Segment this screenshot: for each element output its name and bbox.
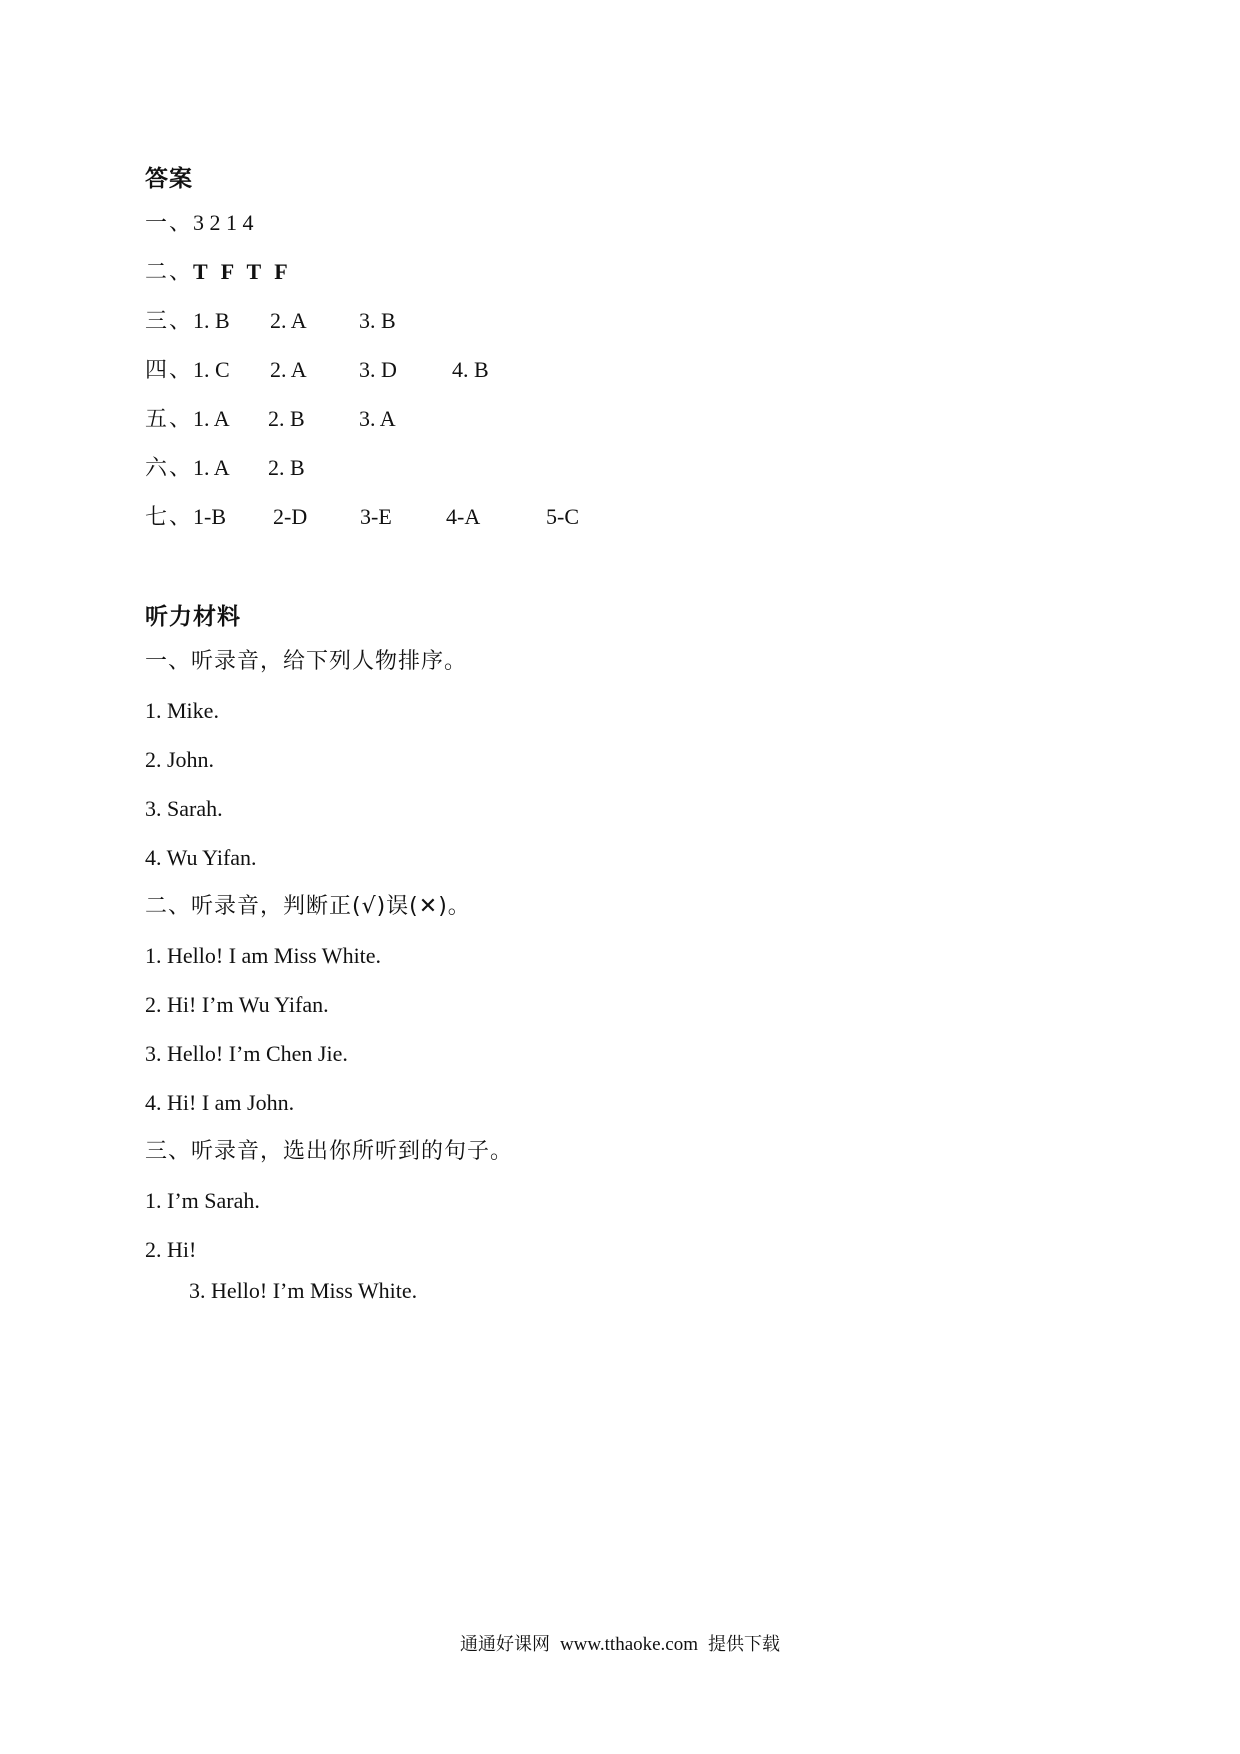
answer-row-prefix: 一、 bbox=[145, 211, 194, 236]
answer-row-prefix: 二、 bbox=[145, 260, 194, 285]
answer-row-text: 3 2 1 4 bbox=[193, 210, 254, 235]
listening-line: 1. Hello! I am Miss White. bbox=[145, 943, 382, 968]
answer-item: 1. A bbox=[193, 455, 230, 480]
answer-item: 1. C bbox=[193, 357, 230, 382]
answer-item: 3-E bbox=[360, 504, 392, 529]
answer-item: 3. A bbox=[359, 406, 396, 431]
page-footer bbox=[0, 1630, 1240, 1656]
listening-line: 4. Wu Yifan. bbox=[145, 845, 257, 870]
answer-row-6 bbox=[145, 457, 305, 480]
answer-row-prefix: 六、 bbox=[145, 456, 194, 481]
answer-item: 1. B bbox=[193, 308, 230, 333]
answer-item: 4-A bbox=[446, 504, 481, 529]
answer-row-1 bbox=[145, 212, 254, 235]
listening-line: 3. Sarah. bbox=[145, 796, 223, 821]
listening-line: 1. I’m Sarah. bbox=[145, 1188, 260, 1213]
answer-item: 4. B bbox=[452, 357, 489, 382]
answer-item: 1-B bbox=[193, 504, 227, 529]
listening-title: 听力材料 bbox=[145, 604, 241, 630]
answer-row-prefix: 七、 bbox=[145, 505, 194, 530]
answer-row-7 bbox=[145, 506, 579, 529]
answer-row-prefix: 三、 bbox=[145, 309, 194, 334]
answer-row-3 bbox=[145, 310, 396, 333]
answer-item: 2. A bbox=[270, 357, 307, 382]
listening-line: 4. Hi! I am John. bbox=[145, 1090, 295, 1115]
answer-row-4 bbox=[145, 359, 489, 382]
answer-row-prefix: 四、 bbox=[145, 358, 194, 383]
answer-item: 1. A bbox=[193, 406, 230, 431]
answer-item: 2. A bbox=[270, 308, 307, 333]
answer-row-2 bbox=[145, 261, 292, 284]
listening-line: 2. Hi! I’m Wu Yifan. bbox=[145, 992, 329, 1017]
listening-line: 1. Mike. bbox=[145, 698, 219, 723]
answer-row-5 bbox=[145, 408, 396, 431]
listening-section-heading: 二、听录音，判断正(√)误(✕)。 bbox=[145, 894, 471, 919]
footer-site-name: 通通好课网 bbox=[459, 1634, 550, 1655]
answer-item: 3. B bbox=[359, 308, 396, 333]
answer-item: 3. D bbox=[359, 357, 397, 382]
listening-section-heading: 三、听录音，选出你所听到的句子。 bbox=[145, 1139, 514, 1164]
answer-row-prefix: 五、 bbox=[145, 407, 194, 432]
listening-line: 2. Hi! bbox=[145, 1237, 197, 1262]
listening-line: 3. Hello! I’m Miss White. bbox=[189, 1278, 418, 1303]
answer-item: 2. B bbox=[268, 406, 305, 431]
answer-row-text: T F T F bbox=[193, 259, 292, 284]
answer-item: 2. B bbox=[268, 455, 305, 480]
listening-section-heading: 一、听录音，给下列人物排序。 bbox=[145, 649, 468, 674]
footer-url-link[interactable]: www.tthaoke.com bbox=[559, 1634, 699, 1655]
answers-title: 答案 bbox=[145, 166, 193, 192]
listening-line: 3. Hello! I’m Chen Jie. bbox=[145, 1041, 348, 1066]
footer-download-text: 提供下载 bbox=[708, 1634, 781, 1655]
answer-item: 5-C bbox=[546, 504, 580, 529]
answer-item: 2-D bbox=[273, 504, 308, 529]
listening-line: 2. John. bbox=[145, 747, 215, 772]
